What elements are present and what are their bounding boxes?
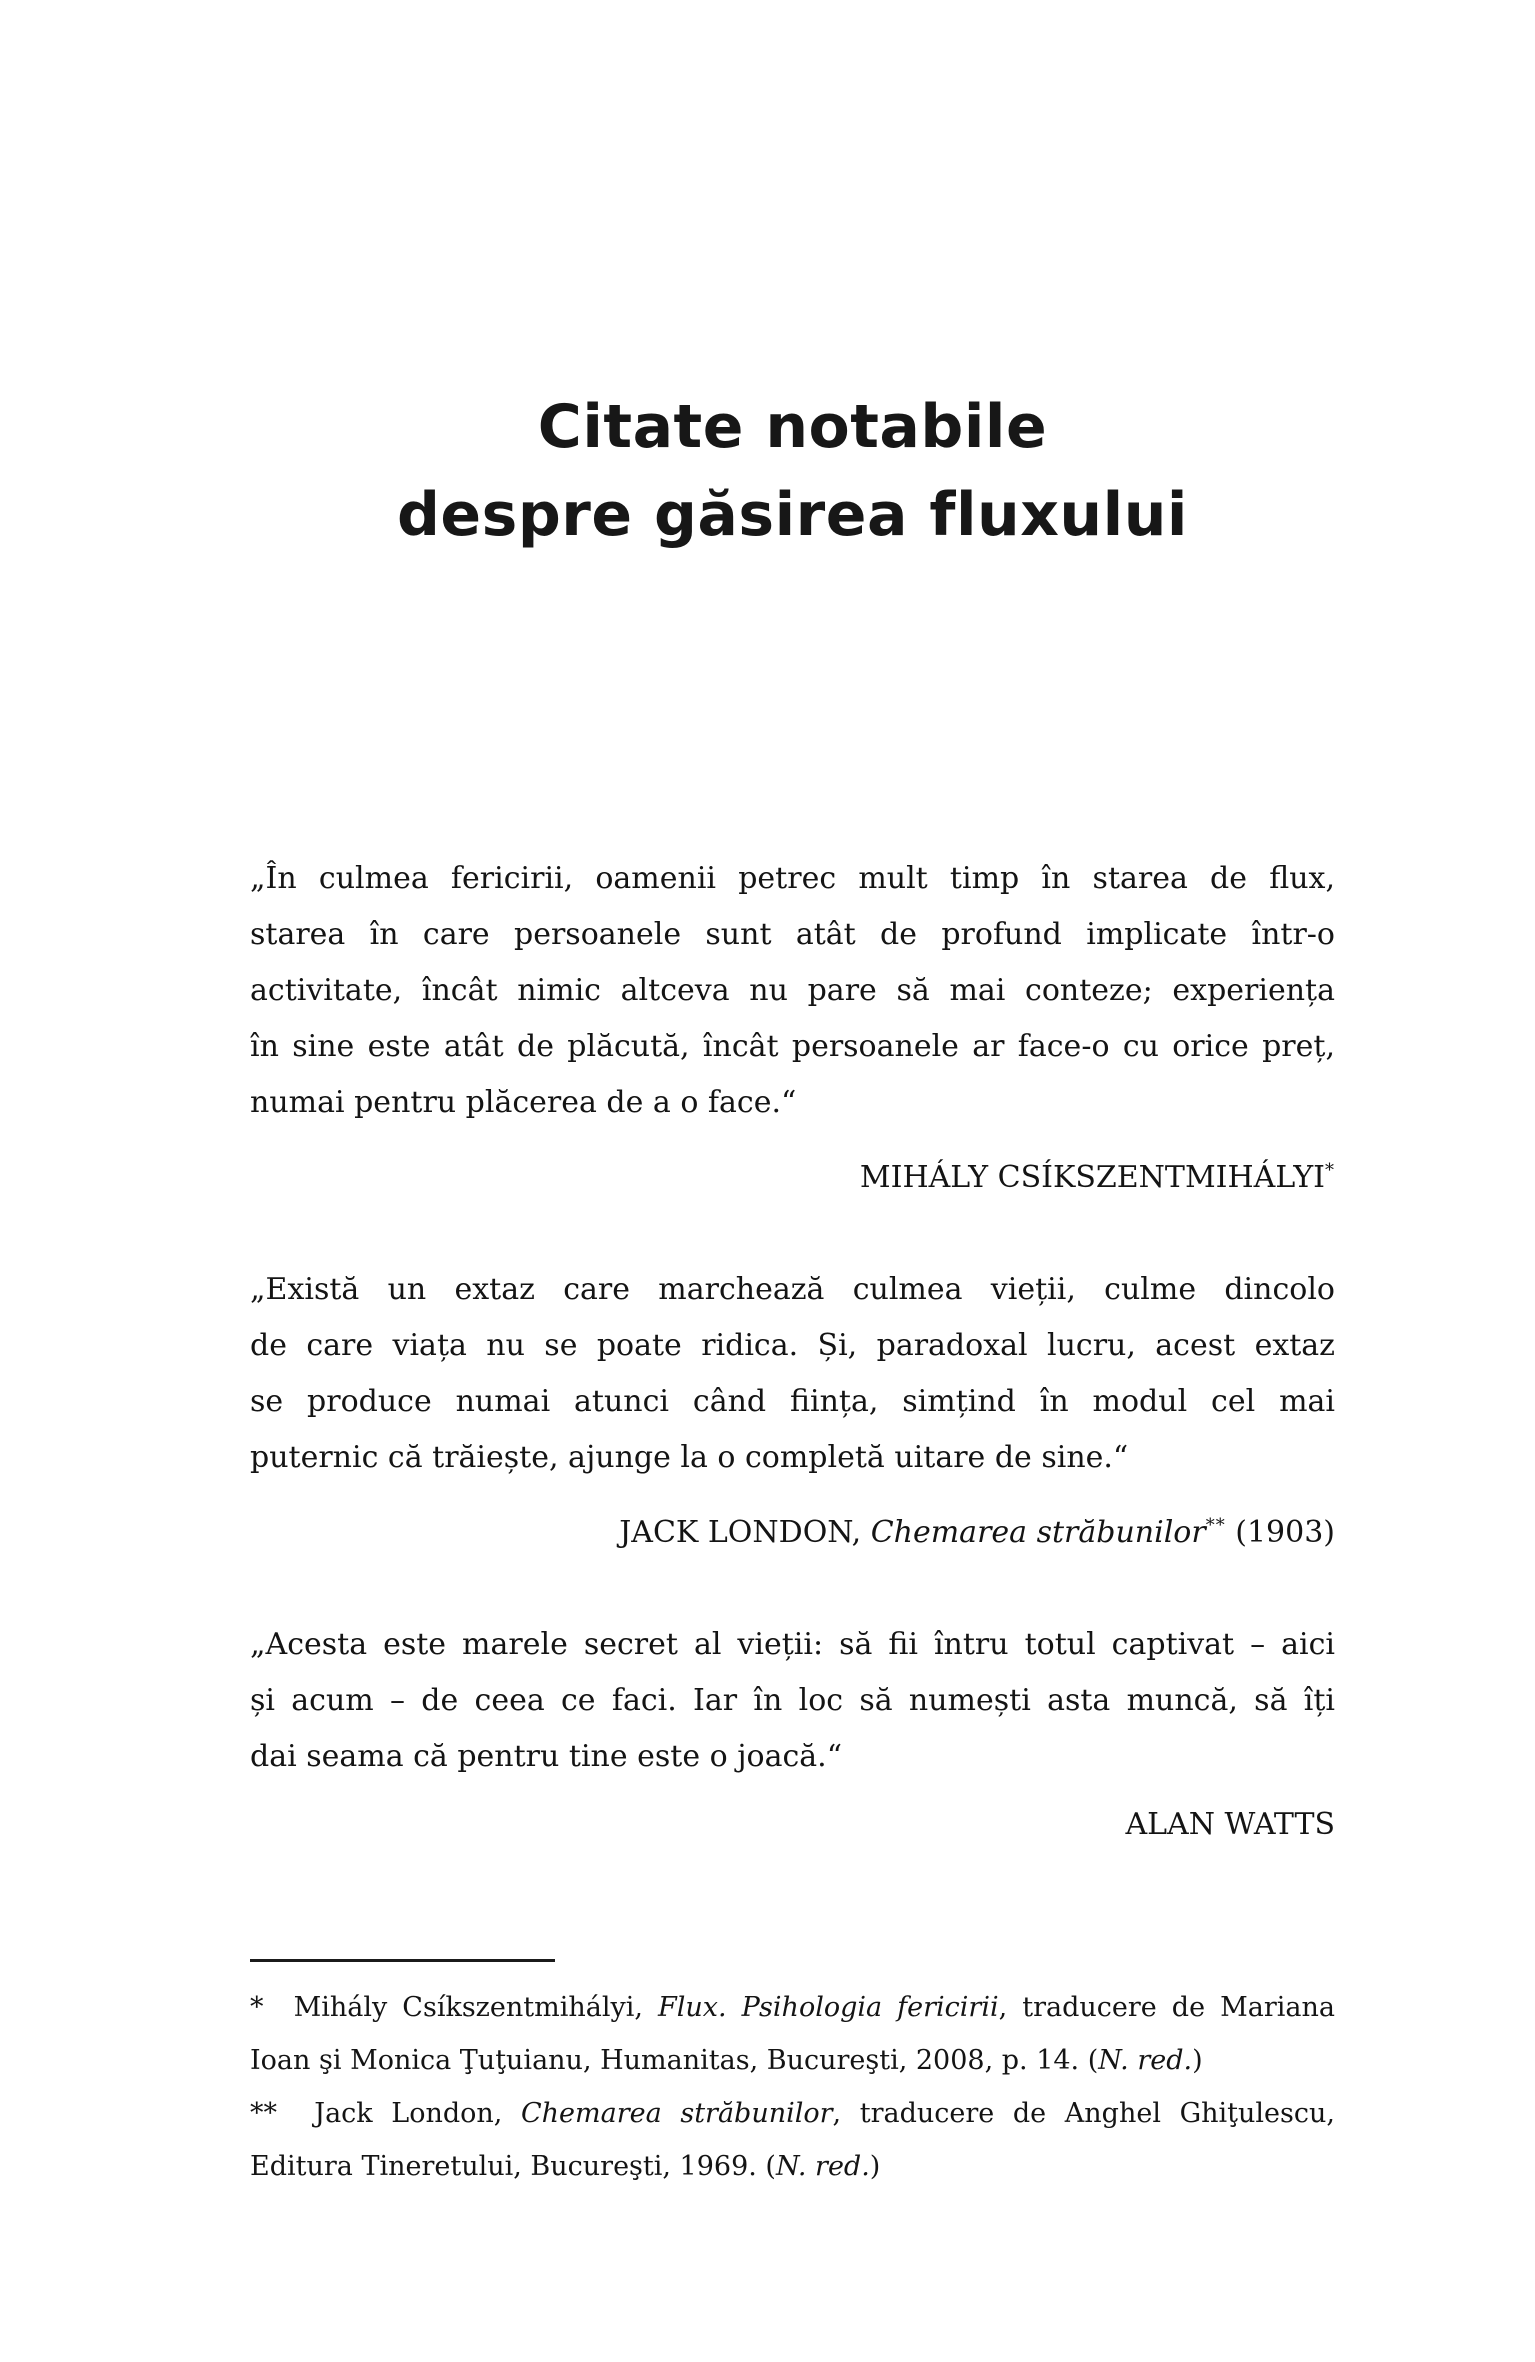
- footnotes: [250, 1981, 1335, 2193]
- quote-block-watts: [250, 1617, 1335, 1853]
- quote-line: în sine este atât de plăcută, încât persoanele ar face-o cu orice preț,: [250, 1029, 1335, 1064]
- quote-line: și acum – de ceea ce faci. Iar în loc să numești asta muncă, să îți: [250, 1683, 1335, 1718]
- footnote-text: , traducere de Mariana: [998, 1992, 1335, 2023]
- page-title: [250, 383, 1335, 559]
- quote-block-csikszentmihalyi: [250, 851, 1335, 1206]
- footnote-text: ): [869, 2151, 881, 2182]
- quotes-content: [250, 851, 1335, 1853]
- footnote-text: Ioan şi Monica Ţuţuianu, Humanitas, Bucureşti, 2008, p. 14. (: [250, 2045, 1099, 2076]
- footnote-line: [250, 2140, 1335, 2193]
- footnote-text: * Mihály Csíkszentmihályi,: [250, 1992, 658, 2023]
- quote-line: „Acesta este marele secret al vieții: să fii întru totul captivat – aici: [250, 1627, 1335, 1662]
- page-title-line-2: despre găsirea fluxului: [396, 480, 1188, 550]
- attribution-year: (1903): [1225, 1515, 1335, 1550]
- quote-line: „Există un extaz care marchează culmea vieții, culme dincolo: [250, 1272, 1335, 1307]
- quote-line: „În culmea fericirii, oamenii petrec mult timp în starea de flux,: [250, 861, 1335, 896]
- footnote-work-title: Chemarea străbunilor: [521, 2098, 833, 2129]
- attribution-name: MIHÁLY CSÍKSZENTMIHÁLYI: [859, 1160, 1325, 1195]
- quote-line: de care viața nu se poate ridica. Și, paradoxal lucru, acest extaz: [250, 1328, 1335, 1363]
- quote-line: se produce numai atunci când ființa, simțind în modul cel mai: [250, 1384, 1335, 1419]
- quote-attribution: [250, 1498, 1335, 1561]
- attribution-name: ALAN WATTS: [1125, 1807, 1335, 1842]
- footnote-work-title: Flux. Psihologia fericirii: [658, 1992, 999, 2023]
- quote-line: dai seama că pentru tine este o joacă.“: [250, 1739, 843, 1774]
- quote-line: starea în care persoanele sunt atât de profund implicate într-o: [250, 917, 1335, 952]
- footnote-text: Editura Tineretului, Bucureşti, 1969. (: [250, 2151, 776, 2182]
- footnote-text: , traducere de Anghel Ghiţulescu,: [832, 2098, 1335, 2129]
- quote-line: numai pentru plăcerea de a o face.“: [250, 1085, 797, 1120]
- footnote-marker: *: [1325, 1160, 1335, 1181]
- footnote-text: ): [1192, 2045, 1203, 2076]
- footnote-editor-note: N. red.: [1098, 2045, 1193, 2076]
- attribution-work-title: Chemarea străbunilor: [870, 1515, 1206, 1550]
- quote-line: puternic că trăiește, ajunge la o completă uitare de sine.“: [250, 1440, 1129, 1475]
- quote-block-london: [250, 1262, 1335, 1561]
- attribution-name: JACK LONDON,: [619, 1515, 871, 1550]
- footnote-line: [250, 2087, 1335, 2140]
- footnote-editor-note: N. red.: [775, 2151, 870, 2182]
- quote-attribution: [250, 1143, 1335, 1206]
- footnote-text: ** Jack London,: [250, 2098, 521, 2129]
- footnote-line: [250, 1981, 1335, 2034]
- page-title-line-1: Citate notabile: [537, 392, 1048, 462]
- footnote-marker: **: [1205, 1515, 1226, 1536]
- quote-attribution: [250, 1797, 1335, 1853]
- quote-line: activitate, încât nimic altceva nu pare să mai conteze; experiența: [250, 973, 1335, 1008]
- footnote-separator-rule: [250, 1959, 555, 1962]
- footnote-line: [250, 2034, 1335, 2087]
